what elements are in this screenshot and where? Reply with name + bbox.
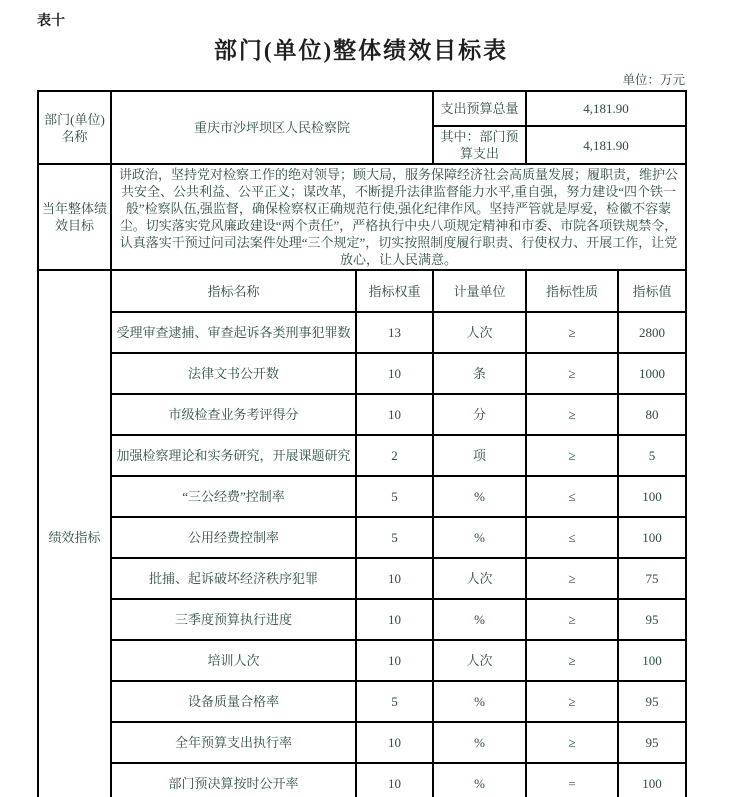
- indicator-unit-cell: 人次: [433, 558, 526, 599]
- indicator-nature-cell: ≥: [526, 312, 618, 353]
- indicator-row: [38, 599, 686, 640]
- unit-note: 单位：万元: [622, 73, 685, 87]
- indicator-weight-cell: 10: [356, 722, 433, 763]
- indicator-weight-cell: 13: [356, 312, 433, 353]
- indicator-nature-cell: ≥: [526, 599, 618, 640]
- indicator-nature-cell: =: [526, 763, 618, 797]
- indicator-value-cell: 75: [618, 558, 686, 599]
- indicator-nature-cell: ≥: [526, 435, 618, 476]
- indicator-weight-cell: 10: [356, 640, 433, 681]
- indicator-row: [38, 353, 686, 394]
- indicators-section-label-cell: 绩效指标: [38, 270, 111, 797]
- indicator-weight-cell: 10: [356, 763, 433, 797]
- indicator-row: [38, 476, 686, 517]
- col-header-unit: 计量单位: [433, 270, 526, 312]
- indicator-weight-cell: 10: [356, 353, 433, 394]
- budget-dept-label-cell: 其中：部门预算支出: [433, 126, 526, 164]
- indicator-unit-cell: 人次: [433, 640, 526, 681]
- indicator-weight-cell: 10: [356, 394, 433, 435]
- indicator-nature-cell: ≤: [526, 476, 618, 517]
- annual-goal-text-cell: 讲政治，坚持党对检察工作的绝对领导；顾大局，服务保障经济社会高质量发展；履职责，维护公共安全、公共利益、公平正义；谋改革，不断提升法律监督能力水平,重自强，努力建设“四个铁一般”检察队伍,强监督，确保检察权正确规范行使,强化纪律作风。坚持严管就是厚爱，检徽不容蒙尘。切实落实党风廉政建设“两个责任”，严格执行中央八项规定精神和市委、市院各项铁规禁令，认真落实干预过问司法案件处理“三个规定”，切实按照制度履行职责、行使权力、开展工作，让党放心，让人民满意。: [111, 164, 686, 270]
- indicator-weight-cell: 5: [356, 681, 433, 722]
- col-header-name: 指标名称: [111, 270, 356, 312]
- indicator-row: [38, 558, 686, 599]
- indicator-unit-cell: 条: [433, 353, 526, 394]
- col-header-value: 指标值: [618, 270, 686, 312]
- indicator-name-cell: 公用经费控制率: [111, 517, 356, 558]
- indicator-row: [38, 640, 686, 681]
- indicator-row: [38, 312, 686, 353]
- indicator-name-cell: 三季度预算执行进度: [111, 599, 356, 640]
- indicator-name-cell: 设备质量合格率: [111, 681, 356, 722]
- indicator-row: [38, 435, 686, 476]
- indicator-row: [38, 394, 686, 435]
- indicator-name-cell: 市级检查业务考评得分: [111, 394, 356, 435]
- indicator-row: [38, 763, 686, 797]
- indicators-header-row: [38, 270, 686, 312]
- indicator-value-cell: 80: [618, 394, 686, 435]
- indicator-value-cell: 100: [618, 640, 686, 681]
- indicator-nature-cell: ≤: [526, 517, 618, 558]
- annual-goal-label-cell: 当年整体绩效目标: [38, 164, 111, 270]
- indicator-nature-cell: ≥: [526, 394, 618, 435]
- indicator-weight-cell: 2: [356, 435, 433, 476]
- annual-goal-row: [38, 164, 686, 270]
- indicator-value-cell: 100: [618, 476, 686, 517]
- indicator-unit-cell: 项: [433, 435, 526, 476]
- indicator-unit-cell: %: [433, 599, 526, 640]
- indicator-unit-cell: %: [433, 722, 526, 763]
- indicator-unit-cell: 分: [433, 394, 526, 435]
- table-number-label: 表十: [37, 12, 65, 28]
- indicator-unit-cell: %: [433, 681, 526, 722]
- col-header-weight: 指标权重: [356, 270, 433, 312]
- indicator-nature-cell: ≥: [526, 640, 618, 681]
- indicator-name-cell: 法律文书公开数: [111, 353, 356, 394]
- dept-name-label-cell: 部门(单位)名称: [38, 91, 111, 164]
- indicator-weight-cell: 10: [356, 558, 433, 599]
- indicator-unit-cell: %: [433, 476, 526, 517]
- indicator-value-cell: 100: [618, 763, 686, 797]
- indicator-value-cell: 2800: [618, 312, 686, 353]
- budget-dept-value-cell: 4,181.90: [526, 126, 686, 164]
- performance-table: [37, 90, 687, 797]
- indicator-name-cell: “三公经费”控制率: [111, 476, 356, 517]
- indicator-name-cell: 培训人次: [111, 640, 356, 681]
- indicator-nature-cell: ≥: [526, 722, 618, 763]
- dept-budget-row-1: [38, 91, 686, 126]
- dept-name-cell: 重庆市沙坪坝区人民检察院: [111, 91, 433, 164]
- indicator-value-cell: 95: [618, 681, 686, 722]
- indicator-nature-cell: ≥: [526, 353, 618, 394]
- indicator-unit-cell: %: [433, 763, 526, 797]
- indicator-name-cell: 部门预决算按时公开率: [111, 763, 356, 797]
- indicator-value-cell: 95: [618, 599, 686, 640]
- budget-total-value-cell: 4,181.90: [526, 91, 686, 126]
- indicator-nature-cell: ≥: [526, 681, 618, 722]
- indicator-weight-cell: 5: [356, 476, 433, 517]
- indicator-row: [38, 722, 686, 763]
- indicator-row: [38, 517, 686, 558]
- page-title: 部门(单位)整体绩效目标表: [213, 38, 509, 63]
- indicator-value-cell: 1000: [618, 353, 686, 394]
- indicator-name-cell: 加强检察理论和实务研究，开展课题研究: [111, 435, 356, 476]
- indicator-value-cell: 5: [618, 435, 686, 476]
- indicator-weight-cell: 10: [356, 599, 433, 640]
- col-header-nature: 指标性质: [526, 270, 618, 312]
- indicator-unit-cell: 人次: [433, 312, 526, 353]
- indicator-unit-cell: %: [433, 517, 526, 558]
- budget-total-label-cell: 支出预算总量: [433, 91, 526, 126]
- indicator-nature-cell: ≥: [526, 558, 618, 599]
- indicator-name-cell: 全年预算支出执行率: [111, 722, 356, 763]
- indicator-row: [38, 681, 686, 722]
- indicator-value-cell: 100: [618, 517, 686, 558]
- indicator-value-cell: 95: [618, 722, 686, 763]
- indicator-name-cell: 批捕、起诉破坏经济秩序犯罪: [111, 558, 356, 599]
- indicator-name-cell: 受理审查逮捕、审查起诉各类刑事犯罪数: [111, 312, 356, 353]
- indicator-weight-cell: 5: [356, 517, 433, 558]
